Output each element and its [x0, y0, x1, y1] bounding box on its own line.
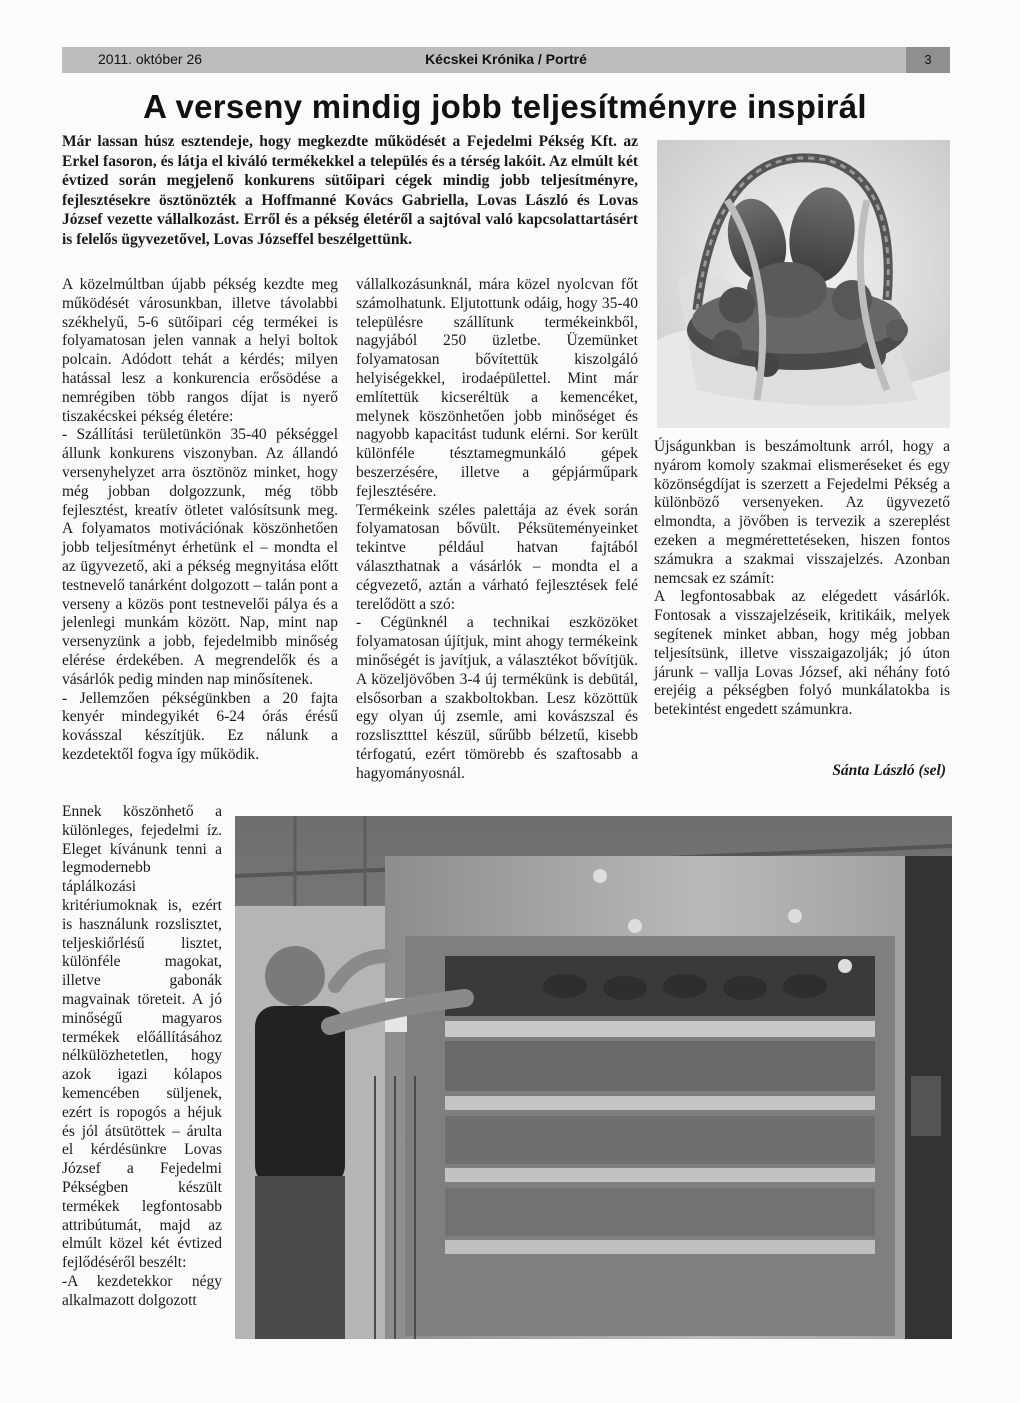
page-header-bar [62, 47, 950, 73]
page-number: 3 [906, 47, 950, 73]
article-column-2 [356, 276, 638, 784]
paragraph: A legfontosabbak az elégedett vásárlók. Fontosak a visszajelzéseik, kritikáik, melyek segítenek minket abban, hogy még jobban teljesítsünk, illetve visszaigazolják; jó úton járunk – vallja Lovas József, aki néhány fotó erejéig a pékségben folyó munkálatokba is betekintést engedett számunkra. [654, 588, 950, 719]
bread-basket-illustration [657, 140, 950, 428]
paragraph: vállalkozásunknál, mára közel nyolcvan főt számolhatunk. Eljutottunk odáig, hogy 35-40 településre szállítunk termékeinkből, nagyjából 250 üzletbe. Üzemünket folyamatosan bővítettük kiszolgáló helyiségekkel, irodaépülettel. Mint már említettük kicseréltük a kemencéket, melynek köszönhetően jobb minőséget és nagyobb kapacitást tudunk elérni. Sor került különféle tésztamegmunkáló gépek beszerzésére, illetve a gépjárműpark fejlesztésére. [356, 276, 638, 500]
bakery-oven-illustration [235, 816, 952, 1339]
article-headline: A verseny mindig jobb teljesítményre inspirál [143, 88, 867, 125]
article-column-1 [62, 276, 338, 765]
paragraph: Újságunkban is beszámoltunk arról, hogy a nyárom komoly szakmai elismeréseket és egy közönségdíjat is szerzett a Fejedelmi Pékség a különböző versenyeken. Az ügyvezető elmondta, a jövőben is tervezik a szereplést ezeken a megmérettetéseken, hiszen fontos számukra a szakmai visszajelzés. Azonban nemcsak ez számít: [654, 438, 950, 587]
bakery-oven-photo [235, 816, 952, 1339]
issue-date: 2011. október 26 [98, 51, 203, 67]
paragraph: - Jellemzően pékségünkben a 20 fajta kenyér mindegyikét 6-24 órás érésű kovásszal készítjük. Ez nálunk a kezdetektől fogva így működik. [62, 689, 338, 763]
section-title: Kécskei Krónika / Portré [425, 51, 587, 67]
article-column-3 [654, 438, 950, 720]
bread-basket-photo [657, 140, 950, 428]
oven-warning-sign-text: VIGYAZZ [383, 1008, 409, 1014]
paragraph: - Szállítási területünkön 35-40 pékséggel állunk konkurens viszonyban. Az állandó versenyhelyzet arra ösztönöz minket, hogy még jobban dolgozzunk, még több fejlesztést, kreatív ötletet valósítsunk meg. A folyamatos motivációnak köszönhetően jobb teljesítményt érhetünk el – mondta el az ügyvezető, aki a pékség megnyitása előtt testnevelő tanárként dolgozott – talán pont a verseny a közös pont testnevelői pálya és a jelenlegi munkám között. Nap, mint nap versenyzünk a jobb, fejedelmibb minőség elérése érdekében. A megrendelők és a vásárlók pedig minden nap minősítenek. [62, 426, 338, 688]
paragraph: A közelmúltban újabb pékség kezdte meg működését városunkban, illetve távolabbi székhelyű, 5-6 sütőipari cég termékei is folyamatosan jelen vannak a helyi boltok polcain. Adódott tehát a kérdés; milyen hatással lesz a konkurencia erősödése a nemrégiben több rangos díjat is nyerő tiszakécskei pékség életére: [62, 276, 338, 425]
paragraph: Ennek köszönhető a különleges, fejedelmi íz. Eleget kívánunk tenni a legmodernebb táplálkozási kritériumoknak is, ezért is használunk rozslisztet, teljeskiőrlésű lisztet, különféle magokat, illetve gabonák magvainak töreteit. A jó minőségű magyaros termékek előállításához nélkülözhetetlen, hogy azok igazi kólapos kemencében süljenek, ezért is ropogós a héjuk és jól átsütöttek – árulta el kérdésünkre Lovas József a Fejedelmi Pékségben készült termékek legfontosabb attribútumát, majd az elmúlt közel két évtized fejlődéséről beszélt: [62, 803, 222, 1272]
paragraph: Termékeink széles palettája az évek során folyamatosan bővült. Péksüteményeinket tekintve például hatvan fajtából választhatnak a vásárlók – mondta el a cégvezető, aztán a várható fejlesztések felé terelődött a szó: [356, 501, 638, 613]
article-column-1-continued [62, 803, 222, 1311]
author-byline: Sánta László (sel) [832, 762, 946, 779]
article-lead: Már lassan húsz esztendeje, hogy megkezdte működését a Fejedelmi Pékség Kft. az Erkel fasoron, és látja el kiváló termékekkel a település és a térség lakóit. Az elmúlt két évtized során megjelenő konkurens sütőipari cégek mindig jobb teljesítményre, fejlesztésekre ösztönözték a Hoffmanné Kovács Gabriella, Lovas László és Lovas József vezette vállalkozást. Erről és a pékség életéről a sajtóval való kapcsolattartásért is felelős ügyvezetővel, Lovas Józseffel beszélgettünk. [62, 133, 638, 248]
paragraph: - Cégünknél a technikai eszközöket folyamatosan újítjuk, mint ahogy termékeink minőségét is javítjuk, a választékot bővítjük. A közeljövőben 3-4 új termékünk is debütál, elsősorban a szakboltokban. Lesz közöttük egy olyan új zsemle, ami kovászszal és rozslisztttel készül, sűrűbb bélzetű, kisebb térfogatú, ezért tömörebb és szaftosabb a hagyományosnál. [356, 614, 638, 782]
paragraph: -A kezdetekkor négy alkalmazott dolgozott [62, 1272, 222, 1309]
